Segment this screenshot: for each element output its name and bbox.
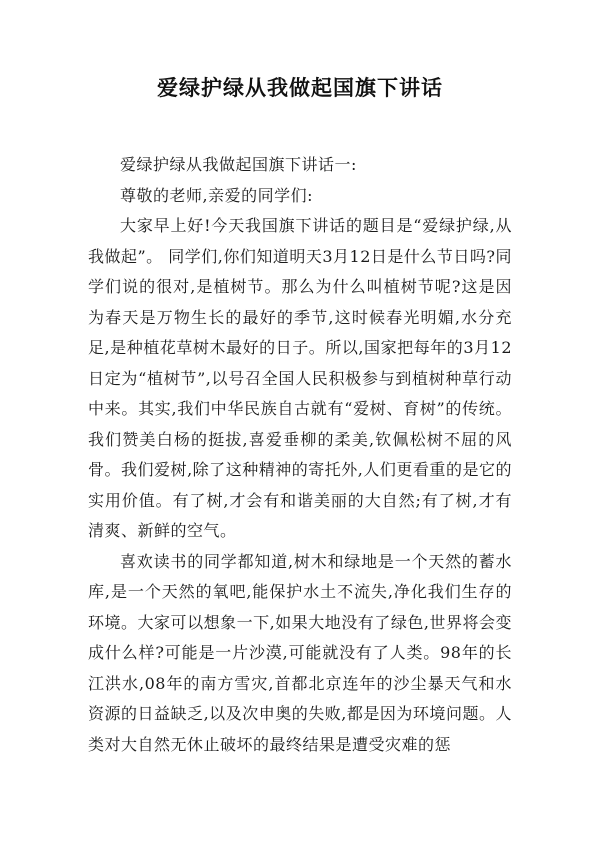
paragraph-body-2: 喜欢读书的同学都知道,树木和绿地是一个天然的蓄水库,是一个天然的氧吧,能保护水土不流失,净化我们生存的环境。大家可以想象一下,如果大地没有了绿色,世界将会变成什么样?可能是一片沙漠,可能就没有了人类。98年的长江洪水,08年的南方雪灾,首都北京连年的沙尘暴天气和水资源的日益缺乏,以及次申奥的失败,都是因为环境问题。人类对大自然无休止破坏的最终结果是遭受灾难的惩 [88,551,512,754]
paragraph-subtitle: 爱绿护绿从我做起国旗下讲话一: [120,155,357,174]
paragraph-body-1: 大家早上好!今天我国旗下讲话的题目是“爱绿护绿,从我做起”。 同学们,你们知道明天3月12日是什么节日吗?同学们说的很对,是植树节。那么为什么叫植树节呢?这是因为春天是万物生长的最好的季节,这时候春光明媚,水分充足,是种植花草树木最好的日子。所以,国家把每年的3月12日定为“植树节”,以号召全国人民积极参与到植树种草行动中来。其实,我们中华民族自古就有“爱树、育树”的传统。我们赞美白杨的挺拔,喜爱垂柳的柔美,钦佩松树不屈的风骨。我们爱树,除了这种精神的寄托外,人们更看重的是它的实用价值。有了树,才会有和谐美丽的大自然;有了树,才有清爽、新鲜的空气。 [88,216,512,540]
paragraph-salutation: 尊敬的老师,亲爱的同学们: [120,185,313,205]
document-title: 爱绿护绿从我做起国旗下讲话 [157,75,443,100]
